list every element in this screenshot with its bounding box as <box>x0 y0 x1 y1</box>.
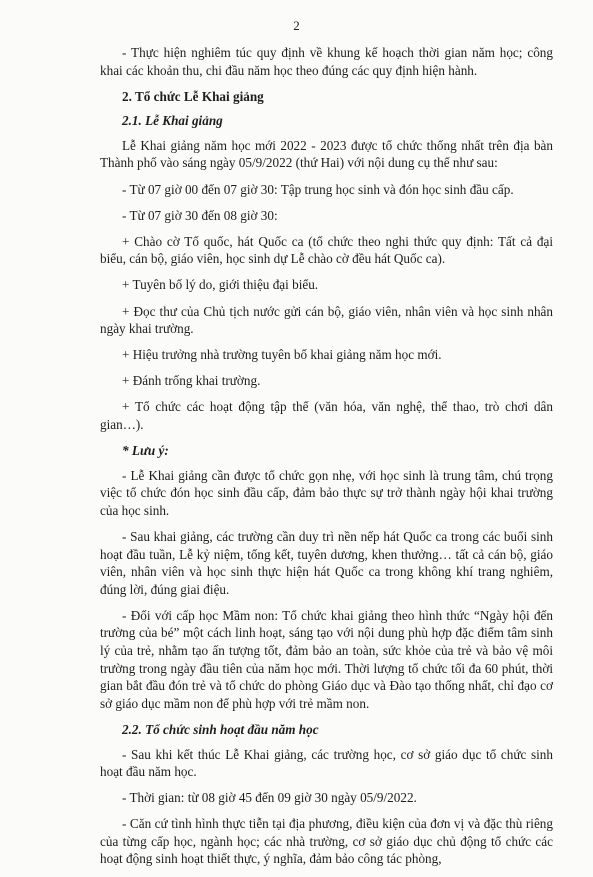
paragraph: + Tổ chức các hoạt động tập thể (văn hóa, văn nghệ, thể thao, trò chơi dân gian…). <box>100 399 553 432</box>
paragraph: - Thời gian: từ 08 giờ 45 đến 09 giờ 30 ngày 05/9/2022. <box>122 790 417 806</box>
paragraph: - Từ 07 giờ 30 đến 08 giờ 30: <box>122 207 278 223</box>
paragraph: - Thực hiện nghiêm túc quy định về khung kế hoạch thời gian năm học; công khai các khoản thu, chi đầu năm học theo đúng các quy định hiện hành. <box>100 45 553 78</box>
section-heading: 2.2. Tổ chức sinh hoạt đầu năm học <box>122 721 319 737</box>
paragraph: + Tuyên bố lý do, giới thiệu đại biểu. <box>122 277 319 293</box>
paragraph: - Sau khi kết thúc Lễ Khai giảng, các trường học, cơ sở giáo dục tổ chức sinh hoạt đầu năm học. <box>100 746 553 780</box>
section-heading: 2.1. Lễ Khai giảng <box>122 113 223 129</box>
paragraph: - Căn cứ tình hình thực tiễn tại địa phương, điều kiện của đơn vị và đặc thù riêng của từng cấp học, ngành học; các nhà trường, cơ sở giáo dục chủ động tổ chức các hoạt động sinh hoạt thiết thực, ý nghĩa, đảm bảo công tác phòng, <box>100 816 553 867</box>
paragraph: - Từ 07 giờ 00 đến 07 giờ 30: Tập trung học sinh và đón học sinh đầu cấp. <box>122 181 514 197</box>
paragraph: - Lễ Khai giảng cần được tổ chức gọn nhẹ, với học sinh là trung tâm, chú trọng việc tổ chức đón học sinh đầu cấp, đảm bảo thực sự trở thành ngày hội khai trường của học sinh. <box>100 467 553 518</box>
paragraph: + Chào cờ Tổ quốc, hát Quốc ca (tổ chức theo nghi thức quy định: Tất cả đại biểu, cán bộ, giáo viên, học sinh dự Lễ chào cờ đều hát Quốc ca). <box>100 233 553 267</box>
paragraph: + Đọc thư của Chủ tịch nước gửi cán bộ, giáo viên, nhân viên và học sinh nhân ngày khai trường. <box>100 303 553 337</box>
document-body <box>100 44 553 877</box>
section-heading: * Lưu ý: <box>122 443 169 459</box>
paragraph: - Đối với cấp học Mầm non: Tổ chức khai giảng theo hình thức “Ngày hội đến trường của bé” một cách linh hoạt, sáng tạo với nội dung phù hợp đặc điểm tâm sinh lý của trẻ, nhằm tạo ấn tượng tốt, đảm bảo an toàn, sức khỏe của trẻ và bảo vệ môi trường trong ngày đầu tiên của năm học mới. Thời lượng tổ chức tối đa 60 phút, thời gian bắt đầu đón trẻ và tổ chức do phòng Giáo dục và Đào tạo thống nhất, chỉ đạo cơ sở giáo dục mầm non để phù hợp với trẻ mầm non. <box>100 607 553 711</box>
paragraph: Lễ Khai giảng năm học mới 2022 - 2023 được tổ chức thống nhất trên địa bàn Thành phố vào sáng ngày 05/9/2022 (thứ Hai) với nội dung cụ thể như sau: <box>100 137 553 171</box>
paragraph: + Đánh trống khai trường. <box>122 373 261 389</box>
paragraph: + Hiệu trưởng nhà trường tuyên bố khai giảng năm học mới. <box>122 347 442 363</box>
paragraph: - Sau khai giảng, các trường cần duy trì nền nếp hát Quốc ca trong các buổi sinh hoạt đầu tuần, Lễ kỷ niệm, tổng kết, tuyên dương, khen thưởng… tất cả cán bộ, giáo viên, nhân viên và học sinh thực hiện hát Quốc ca trong không khí trang nghiêm, đúng lời, đúng giai điệu. <box>100 528 553 597</box>
section-heading: 2. Tổ chức Lễ Khai giảng <box>122 88 264 104</box>
page-number: 2 <box>293 18 300 33</box>
